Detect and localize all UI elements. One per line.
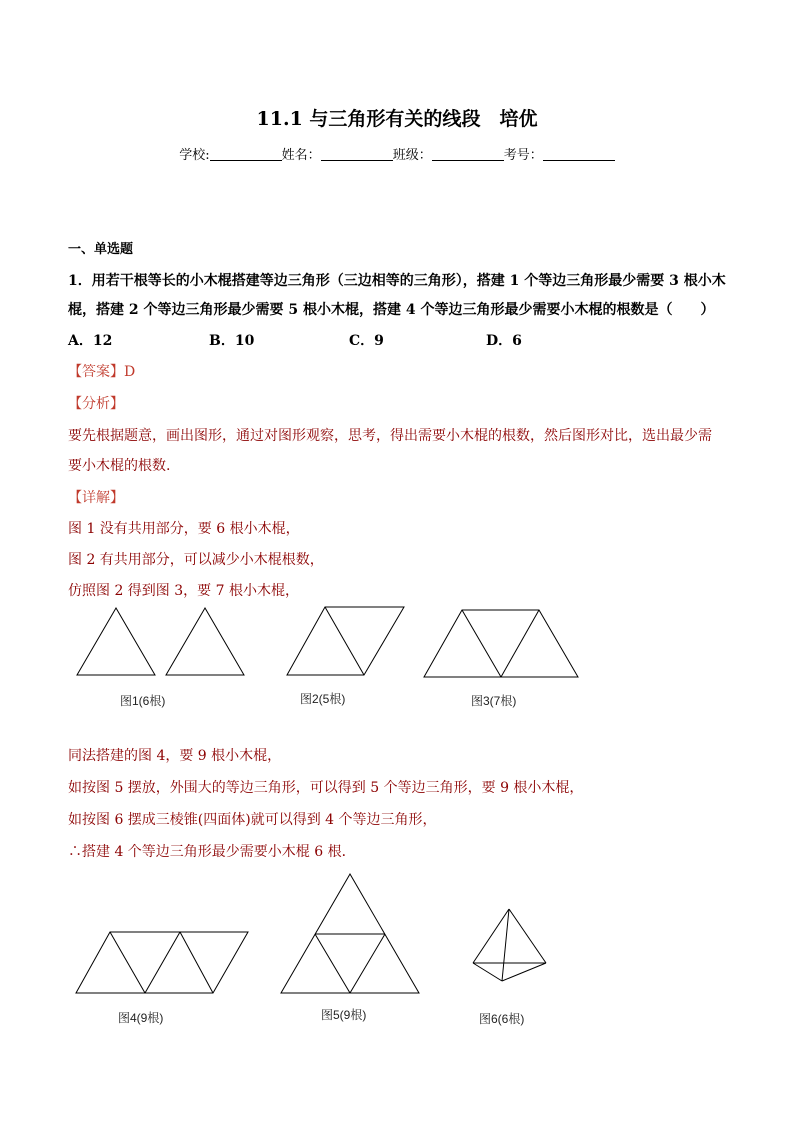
fig6-edge-1 <box>473 909 509 963</box>
figure-1 <box>77 608 244 675</box>
name-label: 姓名： <box>281 148 321 163</box>
fig3-trapezoid <box>424 610 578 677</box>
analysis-tag: 【分析】 <box>68 396 124 412</box>
figure-4 <box>76 932 248 993</box>
answer-value: D <box>124 364 136 380</box>
detail-line-3: 仿照图 2 得到图 3，要 7 根小木棍， <box>68 583 299 599</box>
option-c: C．9 <box>349 333 384 349</box>
figure-6 <box>473 909 546 981</box>
detail2-line-4: ∴搭建 4 个等边三角形最少需要小木棍 6 根． <box>68 844 356 860</box>
question-line-1: 1．用若干根等长的小木棍搭建等边三角形（三边相等的三角形），搭建 1 个等边三角形最少需要 3 根小木 <box>68 273 726 289</box>
fig5-mid-left <box>315 934 350 993</box>
fig2-caption: 图2(5根) <box>300 692 346 706</box>
analysis-line-2: 要小木棍的根数. <box>68 458 171 474</box>
option-a: A．12 <box>68 333 113 349</box>
fig4-caption: 图4(9根) <box>118 1011 164 1025</box>
detail-tag: 【详解】 <box>68 490 124 506</box>
detail-line-1: 图 1 没有共用部分，要 6 根小木棍， <box>68 521 300 537</box>
detail2-line-2: 如按图 5 摆放，外围大的等边三角形，可以得到 5 个等边三角形，要 9 根小木棍， <box>68 780 584 796</box>
section-heading: 一、单选题 <box>68 242 134 257</box>
analysis-line-1: 要先根据题意，画出图形，通过对图形观察，思考，得出需要小木棍的根数，然后图形对比，选出最少需 <box>68 428 712 444</box>
exam-no-label: 考号： <box>503 148 543 163</box>
option-b: B．10 <box>209 333 255 349</box>
figure-3 <box>424 610 578 677</box>
class-label: 班级： <box>392 148 432 163</box>
fig6-caption: 图6(6根) <box>479 1012 525 1026</box>
school-label: 学校: <box>179 148 210 163</box>
fig1-triangle-right <box>166 608 244 675</box>
fig4-edge-b <box>145 932 180 993</box>
fig3-caption: 图3(7根) <box>471 694 517 708</box>
detail2-line-1: 同法搭建的图 4，要 9 根小木棍， <box>68 748 282 764</box>
fig6-edge-2 <box>509 909 546 963</box>
option-d: D．6 <box>486 333 522 349</box>
fig4-edge-a <box>110 932 145 993</box>
fig1-triangle-left <box>77 608 155 675</box>
answer-tag: 【答案】 <box>68 364 124 380</box>
fig2-shared-edge <box>325 607 364 675</box>
page-title: 11.1 与三角形有关的线段 培优 <box>256 108 538 130</box>
fig1-caption: 图1(6根) <box>120 694 166 708</box>
fig6-edge-4 <box>473 963 502 981</box>
figure-5 <box>281 874 419 993</box>
fig5-mid-right <box>350 934 385 993</box>
detail-line-2: 图 2 有共用部分，可以减少小木棍根数， <box>68 552 324 568</box>
figure-2 <box>287 607 404 675</box>
question-line-2: 棍，搭建 2 个等边三角形最少需要 5 根小木棍，搭建 4 个等边三角形最少需要小木棍的根数是（ ） <box>68 302 715 318</box>
fig3-edge-a <box>462 610 501 677</box>
fig6-edge-5 <box>502 963 546 981</box>
fig5-caption: 图5(9根) <box>321 1008 367 1022</box>
fig2-rhombus <box>287 607 404 675</box>
detail2-line-3: 如按图 6 摆成三棱锥(四面体)就可以得到 4 个等边三角形， <box>68 812 437 828</box>
fig4-edge-c <box>180 932 213 993</box>
fig3-edge-b <box>501 610 539 677</box>
fig6-edge-3 <box>502 909 509 981</box>
